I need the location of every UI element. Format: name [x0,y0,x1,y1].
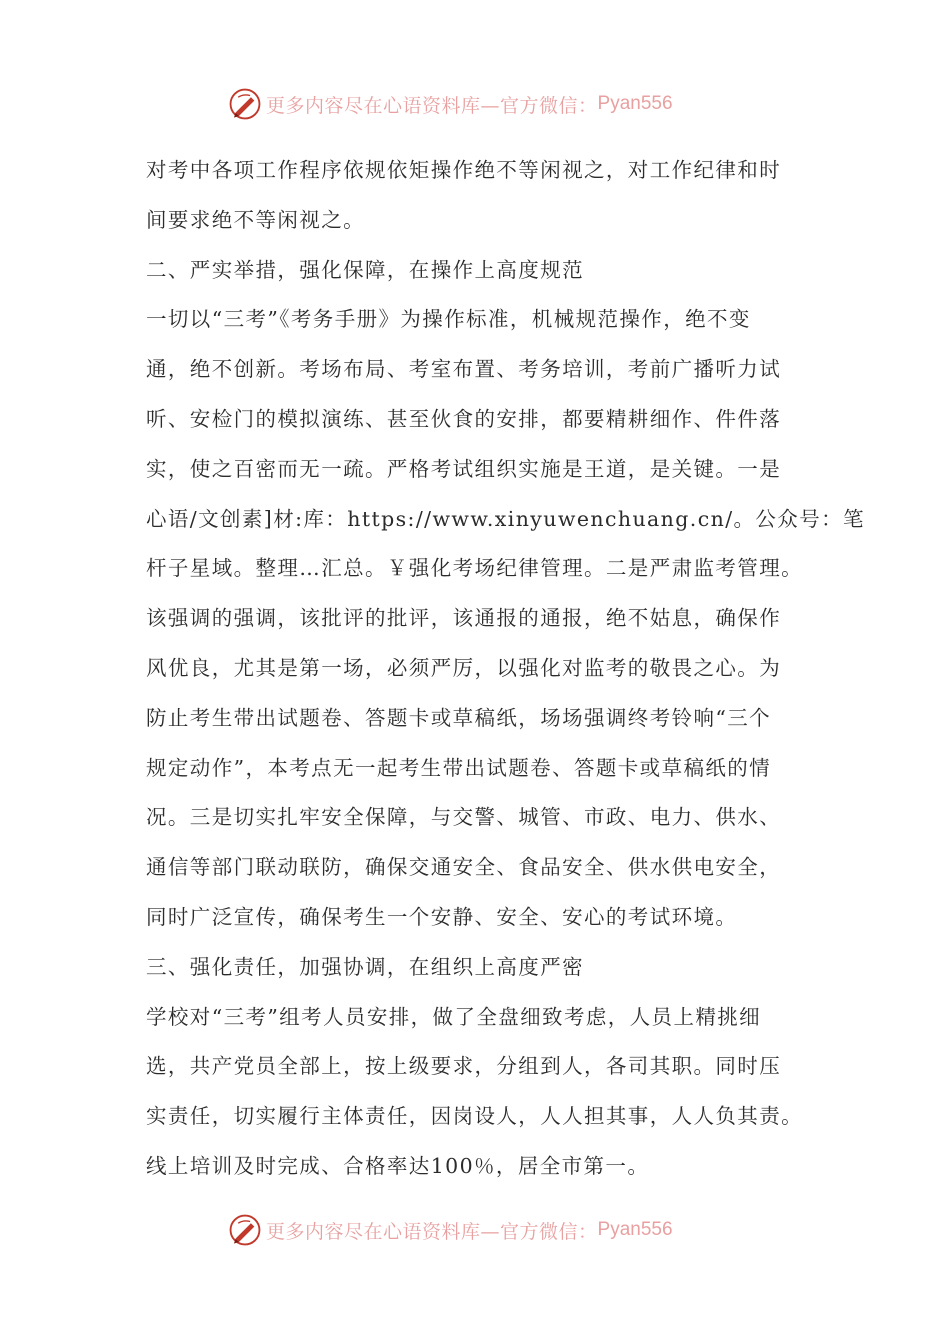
body-line: 间要求绝不等闲视之。 [146,207,365,232]
body-line: 心语/文创素]材:库：https://www.xinyuwenchuang.cn/。公众号：笔 [146,506,865,531]
section-heading: 三、强化责任，加强协调，在组织上高度严密 [146,954,584,979]
body-line: 选，共产党员全部上，按上级要求，分组到人，各司其职。同时压 [146,1054,782,1079]
document-body [146,150,865,1196]
body-line: 规定动作”，本考点无一起考生带出试题卷、答题卡或草稿纸的情 [146,755,772,780]
pen-logo-icon [228,1213,262,1247]
section-heading: 二、严实举措，强化保障，在操作上高度规范 [146,257,584,282]
body-line: 听、安检门的模拟演练、甚至伙食的安排，都要精耕细作、件件落 [146,406,782,431]
body-line: 学校对“三考”组考人员安排，做了全盘细致考虑，人员上精挑细 [146,1004,762,1029]
body-line: 对考中各项工作程序依规依矩操作绝不等闲视之，对工作纪律和时 [146,158,782,182]
body-line: 风优良，尤其是第一场，必须严厉，以强化对监考的敬畏之心。为 [146,655,782,680]
body-line: 况。三是切实扎牢安全保障，与交警、城管、市政、电力、供水、 [146,805,782,830]
body-line: 通信等部门联动联防，确保交通安全、食品安全、供水供电安全， [146,855,782,880]
header-wechat-id: Pyan556 [597,93,673,114]
header-banner [228,84,728,124]
body-line: 该强调的强调，该批评的批评，该通报的通报，绝不姑息，确保作 [146,606,782,631]
body-line: 实责任，切实履行主体责任，因岗设人，人人担其事，人人负其责。 [146,1104,803,1129]
footer-banner-text: 更多内容尽在心语资料库—官方微信： [266,1220,598,1243]
body-line: 一切以“三考”《考务手册》为操作标准，机械规范操作，绝不变 [146,307,751,332]
header-banner-text: 更多内容尽在心语资料库—官方微信： [266,94,598,117]
body-line: 同时广泛宣传，确保考生一个安静、安全、安心的考试环境。 [146,904,738,929]
footer-wechat-id: Pyan556 [597,1219,673,1240]
pen-logo-icon [228,87,262,121]
body-line: 线上培训及时完成、合格率达100％，居全市第一。 [146,1153,650,1178]
body-line: 杆子星域。整理…汇总。￥强化考场纪律管理。二是严肃监考管理。 [146,556,803,581]
body-line: 防止考生带出试题卷、答题卡或草稿纸，场场强调终考铃响“三个 [146,705,772,730]
body-line: 实，使之百密而无一疏。严格考试组织实施是王道，是关键。一是 [146,456,782,481]
body-line: 通，绝不创新。考场布局、考室布置、考务培训，考前广播听力试 [146,357,782,382]
footer-banner [228,1210,728,1250]
